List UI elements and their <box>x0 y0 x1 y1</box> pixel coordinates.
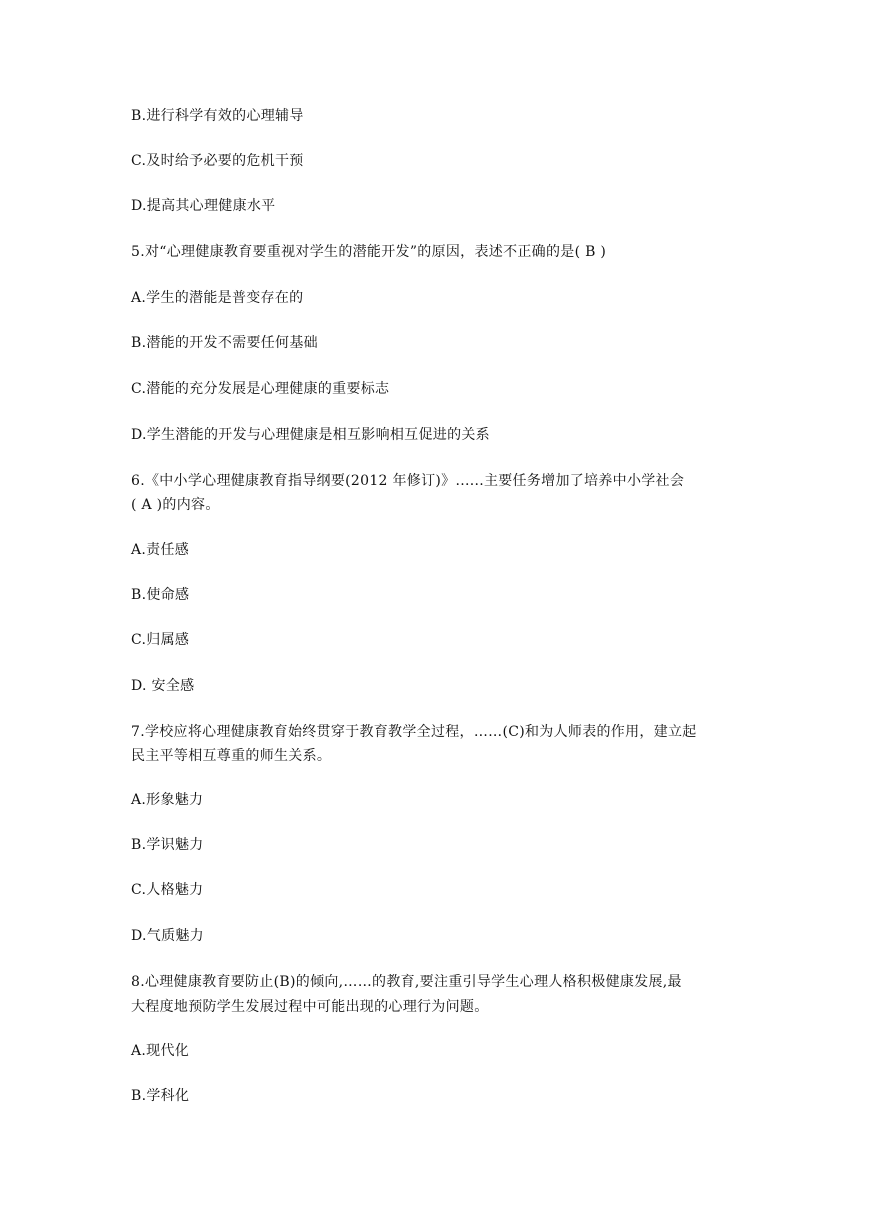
question-5: 5.对“心理健康教育要重视对学生的潜能开发”的原因，表述不正确的是( B ) <box>131 244 607 260</box>
option-7d: D.气质魅力 <box>131 928 204 944</box>
question-6-line-1: 6.《中小学心理健康教育指导纲要(2012 年修订)》......主要任务增加了培养中小学社会 <box>131 473 685 489</box>
option-4d: D.提高其心理健康水平 <box>131 198 276 214</box>
option-7a: A.形象魅力 <box>131 792 204 808</box>
option-8a: A.现代化 <box>131 1043 190 1059</box>
question-6-line-2: ( A )的内容。 <box>131 497 220 513</box>
option-5c: C.潜能的充分发展是心理健康的重要标志 <box>131 381 390 397</box>
option-7b: B.学识魅力 <box>131 837 204 853</box>
option-6c: C.归属感 <box>131 632 190 648</box>
option-5b: B.潜能的开发不需要任何基础 <box>131 335 318 351</box>
option-6b: B.使命感 <box>131 587 190 603</box>
option-4b: B.进行科学有效的心理辅导 <box>131 108 304 124</box>
option-8b: B.学科化 <box>131 1088 190 1104</box>
question-8-line-1: 8.心理健康教育要防止(B)的倾向,……的教育,要注重引导学生心理人格积极健康发展,最 <box>131 974 682 990</box>
question-7-line-1: 7.学校应将心理健康教育始终贯穿于教育教学全过程，……(C)和为人师表的作用，建立起 <box>131 724 697 740</box>
question-7-line-2: 民主平等相互尊重的师生关系。 <box>131 748 332 764</box>
option-6a: A.责任感 <box>131 542 190 558</box>
option-6d: D. 安全感 <box>131 678 195 694</box>
question-8-line-2: 大程度地预防学生发展过程中可能出现的心理行为问题。 <box>131 999 489 1015</box>
option-5a: A.学生的潜能是普变存在的 <box>131 290 304 306</box>
option-4c: C.及时给予必要的危机干预 <box>131 153 304 169</box>
option-5d: D.学生潜能的开发与心理健康是相互影响相互促进的关系 <box>131 427 490 443</box>
option-7c: C.人格魅力 <box>131 882 204 898</box>
